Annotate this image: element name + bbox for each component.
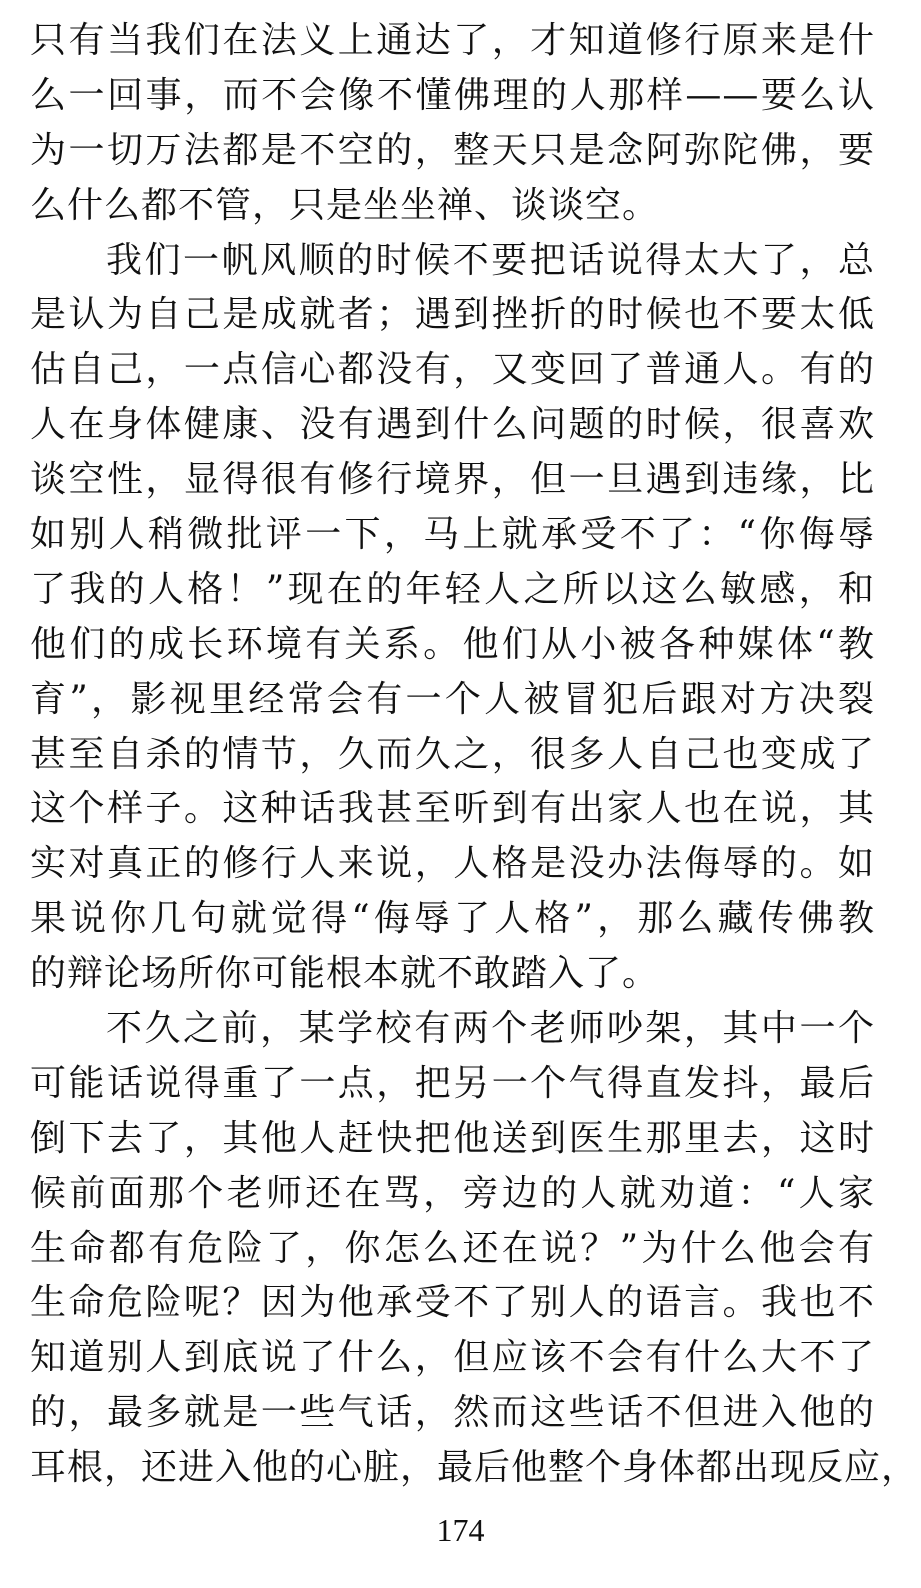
text-line: 谈空性，显得很有修行境界，但一旦遇到违缘，比 (30, 459, 875, 501)
text-line: 么一回事，而不会像不懂佛理的人那样——要么认 (30, 74, 875, 116)
text-line: 如别人稍微批评一下，马上就承受不了：“你侮辱 (30, 514, 875, 556)
text-line: 知道别人到底说了什么，但应该不会有什么大不了 (30, 1337, 875, 1379)
text-line: 生命都有危险了，你怎么还在说？”为什么他会有 (30, 1227, 875, 1269)
text-line: 不久之前，某学校有两个老师吵架，其中一个 (106, 1008, 875, 1050)
text-line: 了我的人格！”现在的年轻人之所以这么敏感，和 (30, 568, 875, 610)
text-line: 只有当我们在法义上通达了，才知道修行原来是什 (30, 20, 875, 61)
text-line: 为一切万法都是不空的，整天只是念阿弥陀佛，要 (30, 129, 875, 171)
text-line: 甚至自杀的情节，久而久之，很多人自己也变成了 (30, 733, 875, 775)
text-line: 么什么都不管，只是坐坐禅、谈谈空。 (30, 184, 660, 226)
text-line: 是认为自己是成就者；遇到挫折的时候也不要太低 (30, 294, 875, 336)
body-text (30, 14, 919, 1496)
text-line: 育”，影视里经常会有一个人被冒犯后跟对方决裂 (30, 678, 875, 720)
text-line: 的辩论场所你可能根本就不敢踏入了。 (30, 953, 660, 995)
text-line: 生命危险呢？因为他承受不了别人的语言。我也不 (30, 1282, 875, 1324)
text-line: 这个样子。这种话我甚至听到有出家人也在说，其 (30, 788, 875, 830)
text-line: 他们的成长环境有关系。他们从小被各种媒体“教 (30, 623, 875, 665)
text-line: 估自己，一点信心都没有，又变回了普通人。有的 (30, 349, 875, 391)
text-line: 候前面那个老师还在骂，旁边的人就劝道：“人家 (30, 1172, 875, 1214)
paragraph-2 (30, 234, 875, 1002)
paragraph-3 (30, 1002, 919, 1496)
text-line: 可能话说得重了一点，把另一个气得直发抖，最后 (30, 1062, 875, 1104)
text-line: 耳根，还进入他的心脏，最后他整个身体都出现反应， (30, 1447, 919, 1489)
paragraph-1 (30, 14, 875, 234)
page-number: 174 (436, 1512, 485, 1548)
text-line: 的，最多就是一些气话，然而这些话不但进入他的 (30, 1392, 875, 1434)
text-line: 倒下去了，其他人赶快把他送到医生那里去，这时 (30, 1117, 875, 1159)
text-line: 实对真正的修行人来说，人格是没办法侮辱的。如 (30, 843, 875, 885)
text-line: 果说你几句就觉得“侮辱了人格”，那么藏传佛教 (30, 898, 875, 940)
text-line: 人在身体健康、没有遇到什么问题的时候，很喜欢 (30, 404, 875, 446)
text-line: 我们一帆风顺的时候不要把话说得太大了，总 (106, 239, 875, 281)
